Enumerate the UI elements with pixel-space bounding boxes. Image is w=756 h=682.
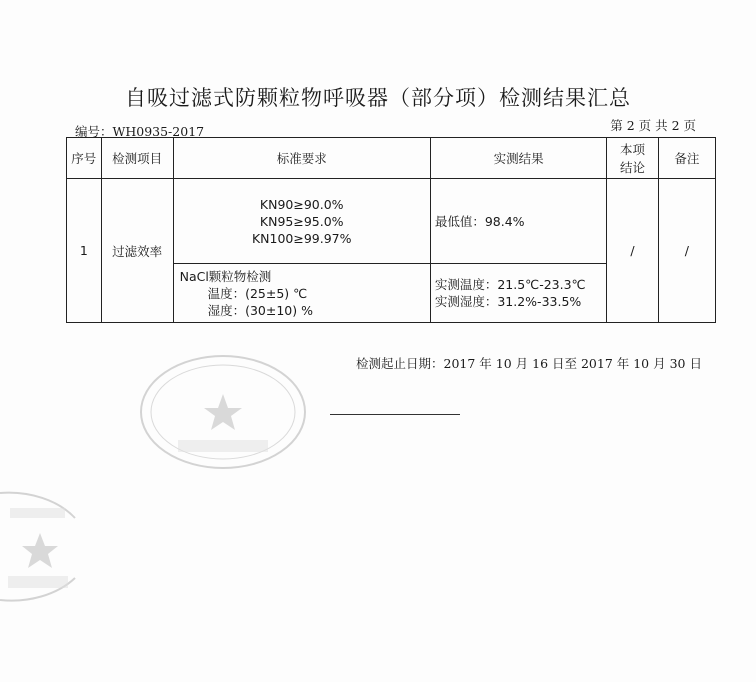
result-temperature: 实测温度：21.5℃-23.3℃ [434, 277, 586, 292]
signature-line [330, 414, 460, 415]
partial-seal-stamp [0, 488, 80, 608]
row-item: 过滤效率 [101, 179, 173, 323]
official-seal-stamp [138, 352, 308, 472]
header-conclusion-line2: 结论 [620, 160, 646, 175]
serial-number: 编号：WH0935-2017 [75, 124, 205, 139]
header-no: 序号 [67, 138, 102, 179]
header-conclusion [607, 138, 658, 179]
result-conditions [430, 264, 607, 323]
header-standard: 标准要求 [173, 138, 430, 179]
header-note: 备注 [658, 138, 715, 179]
row-note: / [658, 179, 715, 323]
page-number: 第 2 页 共 2 页 [610, 118, 696, 133]
row-no: 1 [67, 179, 102, 323]
test-period: 检测起止日期：2017 年 10 月 16 日至 2017 年 10 月 30 日 [356, 356, 702, 371]
condition-humidity: 湿度：(30±10) % [207, 302, 313, 318]
table-row [67, 179, 716, 264]
standard-kn90: KN90≥90.0% [259, 196, 344, 212]
standard-kn95: KN95≥95.0% [259, 213, 344, 229]
standard-requirements [173, 179, 430, 264]
header-conclusion-line1: 本项 [620, 142, 646, 157]
standard-kn100: KN100≥99.97% [251, 230, 352, 246]
row-conclusion: / [607, 179, 658, 323]
results-table [66, 137, 716, 323]
condition-temperature: 温度：(25±5) ℃ [207, 285, 308, 301]
header-result: 实测结果 [430, 138, 607, 179]
condition-method: NaCl颗粒物检测 [179, 268, 272, 284]
test-conditions [173, 264, 430, 323]
header-row [67, 138, 716, 179]
header-item: 检测项目 [101, 138, 173, 179]
result-humidity: 实测湿度：31.2%-33.5% [434, 294, 582, 309]
document-title: 自吸过滤式防颗粒物呼吸器（部分项）检测结果汇总 [125, 86, 631, 110]
result-main: 最低值：98.4% [430, 179, 607, 264]
